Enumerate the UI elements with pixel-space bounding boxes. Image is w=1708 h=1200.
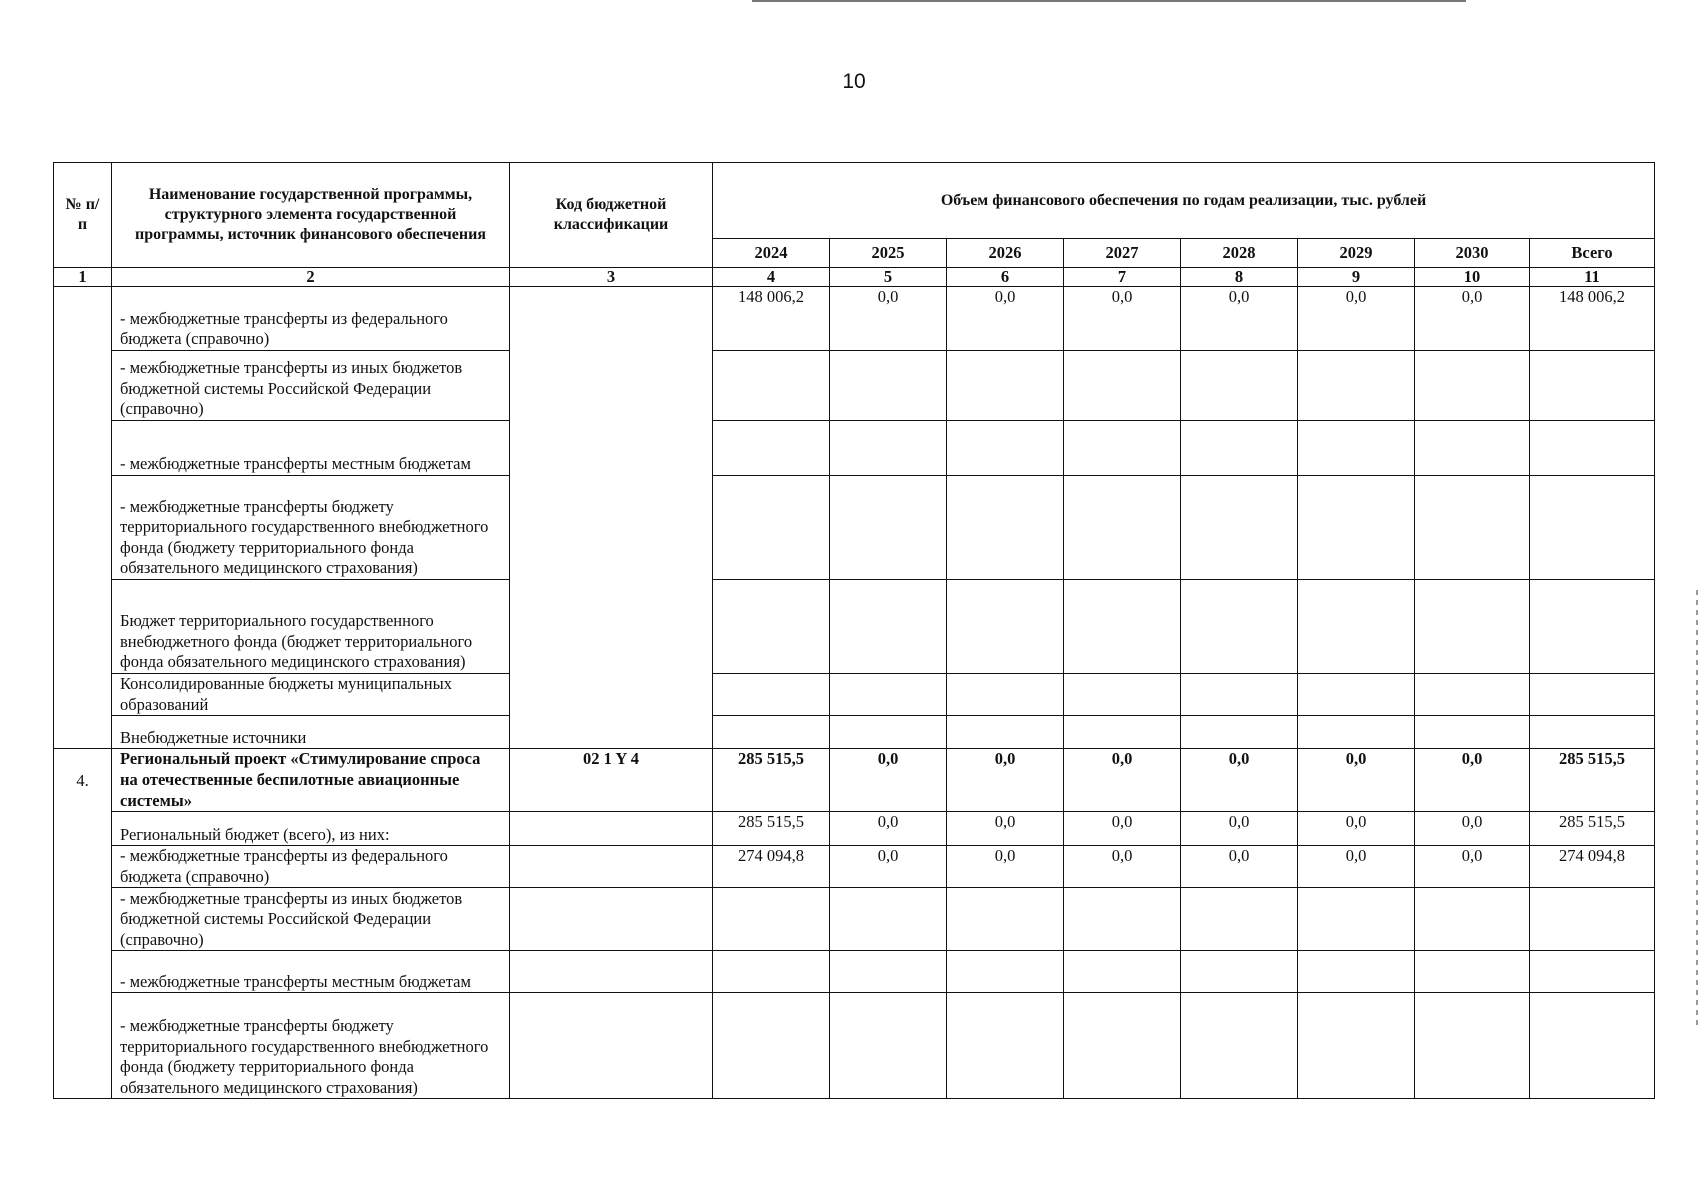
value-cell: 148 006,2 bbox=[713, 287, 830, 351]
row-number-cell bbox=[54, 287, 112, 749]
value-cell bbox=[947, 716, 1064, 749]
value-cell bbox=[1064, 674, 1181, 716]
value-cell bbox=[830, 674, 947, 716]
table-row bbox=[54, 993, 1655, 1099]
column-number-6: 6 bbox=[947, 268, 1064, 287]
value-cell: 0,0 bbox=[1298, 287, 1415, 351]
value-cell: 0,0 bbox=[1064, 812, 1181, 846]
value-cell bbox=[1530, 888, 1655, 951]
value-cell bbox=[1064, 716, 1181, 749]
source-name: Консолидированные бюджеты муниципальных образований bbox=[112, 674, 510, 716]
value-cell bbox=[713, 421, 830, 476]
value-cell bbox=[713, 580, 830, 674]
value-cell: 0,0 bbox=[830, 846, 947, 888]
value-cell: 0,0 bbox=[830, 812, 947, 846]
header-year-1: 2024 bbox=[713, 239, 830, 268]
source-name: - межбюджетные трансферты бюджету территориального государственного внебюджетного фонда (бюджету территориального фонда обязательного медицинского страхования) bbox=[112, 993, 510, 1099]
column-numbers-row bbox=[54, 268, 1655, 287]
value-cell bbox=[713, 476, 830, 580]
header-year-4: 2027 bbox=[1064, 239, 1181, 268]
column-number-2: 2 bbox=[112, 268, 510, 287]
value-cell bbox=[1530, 351, 1655, 421]
value-cell bbox=[947, 421, 1064, 476]
value-cell bbox=[1181, 674, 1298, 716]
value-cell bbox=[1181, 716, 1298, 749]
value-cell bbox=[947, 888, 1064, 951]
budget-code bbox=[510, 846, 713, 888]
source-name: Региональный проект «Стимулирование спроса на отечественные беспилотные авиационные системы» bbox=[112, 749, 510, 812]
value-cell bbox=[713, 993, 830, 1099]
value-cell bbox=[713, 888, 830, 951]
source-name: - межбюджетные трансферты бюджету территориального государственного внебюджетного фонда (бюджету территориального фонда обязательного медицинского страхования) bbox=[112, 476, 510, 580]
value-cell bbox=[1530, 674, 1655, 716]
value-cell bbox=[830, 476, 947, 580]
value-cell: 0,0 bbox=[1181, 749, 1298, 812]
value-cell bbox=[1298, 351, 1415, 421]
header-year-3: 2026 bbox=[947, 239, 1064, 268]
budget-code: 02 1 Y 4 bbox=[510, 749, 713, 812]
value-cell: 274 094,8 bbox=[1530, 846, 1655, 888]
value-cell bbox=[1181, 888, 1298, 951]
value-cell bbox=[1530, 951, 1655, 993]
value-cell bbox=[1415, 351, 1530, 421]
column-number-5: 5 bbox=[830, 268, 947, 287]
header-code: Код бюджетной классификации bbox=[510, 163, 713, 268]
source-name: - межбюджетные трансферты из федерального бюджета (справочно) bbox=[112, 287, 510, 351]
value-cell: 0,0 bbox=[1298, 812, 1415, 846]
table-row bbox=[54, 716, 1655, 749]
value-cell bbox=[1298, 674, 1415, 716]
column-number-4: 4 bbox=[713, 268, 830, 287]
financing-table bbox=[53, 162, 1655, 1099]
value-cell bbox=[947, 476, 1064, 580]
scan-top-line bbox=[752, 0, 1466, 2]
header-year-5: 2028 bbox=[1181, 239, 1298, 268]
header-year-7: 2030 bbox=[1415, 239, 1530, 268]
value-cell bbox=[1298, 993, 1415, 1099]
value-cell bbox=[1064, 351, 1181, 421]
value-cell bbox=[947, 951, 1064, 993]
value-cell bbox=[713, 716, 830, 749]
value-cell: 274 094,8 bbox=[713, 846, 830, 888]
value-cell: 0,0 bbox=[1415, 812, 1530, 846]
value-cell: 0,0 bbox=[947, 749, 1064, 812]
value-cell bbox=[1530, 580, 1655, 674]
value-cell: 0,0 bbox=[1298, 846, 1415, 888]
value-cell bbox=[1298, 716, 1415, 749]
scan-edge-mark bbox=[1696, 590, 1698, 1030]
value-cell: 0,0 bbox=[947, 846, 1064, 888]
table-row bbox=[54, 951, 1655, 993]
value-cell bbox=[1415, 476, 1530, 580]
value-cell bbox=[830, 351, 947, 421]
value-cell bbox=[713, 951, 830, 993]
value-cell bbox=[830, 951, 947, 993]
value-cell bbox=[1530, 476, 1655, 580]
value-cell: 285 515,5 bbox=[1530, 812, 1655, 846]
header-name: Наименование государственной программы, структурного элемента государственной программы, источник финансового обеспечения bbox=[112, 163, 510, 268]
value-cell bbox=[1530, 421, 1655, 476]
value-cell: 0,0 bbox=[1415, 846, 1530, 888]
value-cell bbox=[1064, 580, 1181, 674]
value-cell bbox=[830, 888, 947, 951]
source-name: Внебюджетные источники bbox=[112, 716, 510, 749]
value-cell bbox=[1064, 951, 1181, 993]
value-cell bbox=[1415, 716, 1530, 749]
table-row bbox=[54, 846, 1655, 888]
value-cell bbox=[947, 674, 1064, 716]
value-cell bbox=[830, 716, 947, 749]
value-cell bbox=[1181, 951, 1298, 993]
header-year-6: 2029 bbox=[1298, 239, 1415, 268]
source-name: Региональный бюджет (всего), из них: bbox=[112, 812, 510, 846]
value-cell bbox=[947, 993, 1064, 1099]
value-cell bbox=[1298, 951, 1415, 993]
value-cell: 0,0 bbox=[1064, 287, 1181, 351]
source-name: - межбюджетные трансферты из иных бюджетов бюджетной системы Российской Федерации (справочно) bbox=[112, 351, 510, 421]
value-cell bbox=[1181, 351, 1298, 421]
value-cell bbox=[1298, 888, 1415, 951]
value-cell: 285 515,5 bbox=[713, 812, 830, 846]
source-name: - межбюджетные трансферты местным бюджетам bbox=[112, 421, 510, 476]
value-cell bbox=[1181, 580, 1298, 674]
table-row bbox=[54, 674, 1655, 716]
page-number: 10 bbox=[842, 70, 866, 93]
value-cell bbox=[830, 421, 947, 476]
value-cell bbox=[1298, 476, 1415, 580]
value-cell bbox=[1181, 476, 1298, 580]
table-row bbox=[54, 351, 1655, 421]
value-cell bbox=[830, 993, 947, 1099]
value-cell bbox=[1415, 951, 1530, 993]
budget-code bbox=[510, 812, 713, 846]
value-cell: 0,0 bbox=[830, 749, 947, 812]
value-cell bbox=[830, 580, 947, 674]
value-cell bbox=[1415, 674, 1530, 716]
table-row bbox=[54, 287, 1655, 351]
row-number: 4. bbox=[54, 749, 112, 1099]
value-cell: 0,0 bbox=[1181, 812, 1298, 846]
value-cell bbox=[1298, 580, 1415, 674]
value-cell bbox=[1530, 716, 1655, 749]
value-cell: 0,0 bbox=[1415, 287, 1530, 351]
value-cell: 0,0 bbox=[1181, 287, 1298, 351]
value-cell: 0,0 bbox=[1298, 749, 1415, 812]
value-cell bbox=[1530, 993, 1655, 1099]
value-cell bbox=[1181, 421, 1298, 476]
value-cell: 0,0 bbox=[830, 287, 947, 351]
budget-code bbox=[510, 951, 713, 993]
value-cell: 285 515,5 bbox=[1530, 749, 1655, 812]
value-cell bbox=[1064, 888, 1181, 951]
column-number-3: 3 bbox=[510, 268, 713, 287]
header-number: № п/п bbox=[54, 163, 112, 268]
header-volume: Объем финансового обеспечения по годам реализации, тыс. рублей bbox=[713, 163, 1655, 239]
source-name: Бюджет территориального государственного внебюджетного фонда (бюджет территориального фонда обязательного медицинского страхования) bbox=[112, 580, 510, 674]
column-number-11: 11 bbox=[1530, 268, 1655, 287]
header-year-2: 2025 bbox=[830, 239, 947, 268]
value-cell bbox=[1415, 888, 1530, 951]
value-cell bbox=[947, 351, 1064, 421]
value-cell bbox=[1064, 421, 1181, 476]
source-name: - межбюджетные трансферты из федерального бюджета (справочно) bbox=[112, 846, 510, 888]
value-cell bbox=[713, 674, 830, 716]
value-cell: 0,0 bbox=[947, 287, 1064, 351]
table-row bbox=[54, 888, 1655, 951]
value-cell bbox=[947, 580, 1064, 674]
value-cell bbox=[1181, 993, 1298, 1099]
value-cell: 0,0 bbox=[1415, 749, 1530, 812]
value-cell: 148 006,2 bbox=[1530, 287, 1655, 351]
column-number-9: 9 bbox=[1298, 268, 1415, 287]
table-row bbox=[54, 476, 1655, 580]
budget-code bbox=[510, 888, 713, 951]
source-name: - межбюджетные трансферты местным бюджетам bbox=[112, 951, 510, 993]
value-cell bbox=[713, 351, 830, 421]
value-cell: 0,0 bbox=[1064, 749, 1181, 812]
column-number-1: 1 bbox=[54, 268, 112, 287]
value-cell bbox=[1298, 421, 1415, 476]
table-row bbox=[54, 812, 1655, 846]
budget-code-cell bbox=[510, 287, 713, 749]
column-number-10: 10 bbox=[1415, 268, 1530, 287]
table-row bbox=[54, 421, 1655, 476]
value-cell: 0,0 bbox=[1064, 846, 1181, 888]
value-cell bbox=[1415, 580, 1530, 674]
value-cell bbox=[1064, 993, 1181, 1099]
header-year-8: Всего bbox=[1530, 239, 1655, 268]
column-number-7: 7 bbox=[1064, 268, 1181, 287]
source-name: - межбюджетные трансферты из иных бюджетов бюджетной системы Российской Федерации (справочно) bbox=[112, 888, 510, 951]
budget-code bbox=[510, 993, 713, 1099]
value-cell: 285 515,5 bbox=[713, 749, 830, 812]
value-cell: 0,0 bbox=[947, 812, 1064, 846]
table-row bbox=[54, 580, 1655, 674]
value-cell: 0,0 bbox=[1181, 846, 1298, 888]
value-cell bbox=[1415, 421, 1530, 476]
table-row bbox=[54, 749, 1655, 812]
value-cell bbox=[1064, 476, 1181, 580]
value-cell bbox=[1415, 993, 1530, 1099]
table-body bbox=[54, 287, 1655, 1099]
column-number-8: 8 bbox=[1181, 268, 1298, 287]
